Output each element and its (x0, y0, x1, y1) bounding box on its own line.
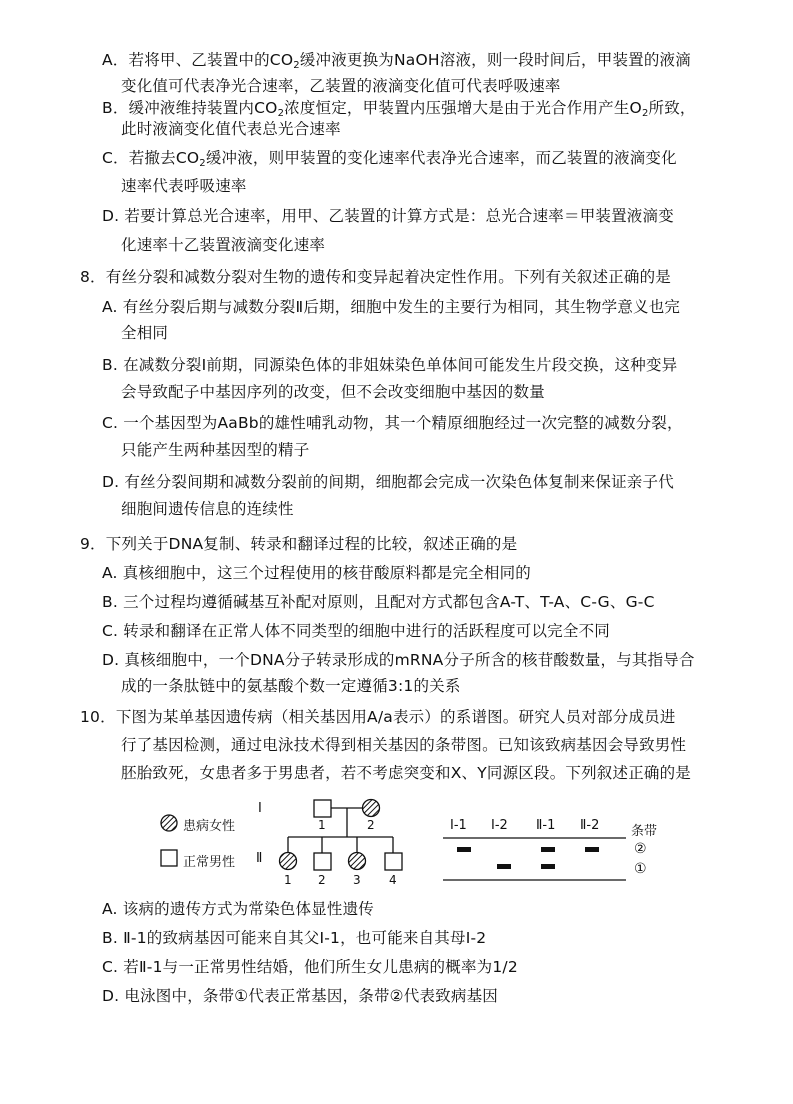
pedigree-ii3-number: 3 (353, 873, 361, 887)
pedigree-ii1-affected-female (280, 853, 297, 870)
generation-ii-label: Ⅱ (256, 851, 263, 866)
pedigree-ii3-affected-female (349, 853, 366, 870)
gel-band-ii2-band2 (585, 847, 599, 852)
gel-band-i1-band2 (457, 847, 471, 852)
q9-option-b: B. 三个过程均遵循碱基互补配对原则，且配对方式都包含A-T、T-A、C-G、G-C (102, 593, 655, 611)
q7-option-d-line2: 化速率十乙装置液滴变化速率 (121, 236, 326, 254)
gel-band1-label: ① (634, 861, 647, 877)
q10-stem-line1: 10．下图为某单基因遗传病（相关基因用A/a表示）的系谱图。研究人员对部分成员进 (80, 708, 676, 726)
q9-option-d-line1: D. 真核细胞中，一个DNA分子转录形成的mRNA分子所含的核苷酸数量，与其指导合 (102, 651, 695, 669)
q9-stem: 9．下列关于DNA复制、转录和翻译过程的比较，叙述正确的是 (80, 535, 518, 553)
q8-option-b-line2: 会导致配子中基因序列的改变，但不会改变细胞中基因的数量 (121, 383, 545, 401)
q7-option-b-line2: 此时液滴变化值代表总光合速率 (121, 120, 341, 138)
pedigree-ii4-male (385, 853, 402, 870)
q10-option-a: A. 该病的遗传方式为常染色体显性遗传 (102, 900, 374, 918)
gel-lane-i1: Ⅰ-1 (450, 818, 467, 833)
pedigree-i2-affected-female (363, 800, 380, 817)
gel-band-ii1-band1 (541, 864, 555, 869)
pedigree-ii2-number: 2 (318, 873, 326, 887)
q7-option-c-line1: C．若撤去$CO_2$缓冲液，则甲装置的变化速率代表净光合速率，而乙装置的液滴变化 (102, 149, 677, 169)
q8-option-c-line2: 只能产生两种基因型的精子 (121, 441, 310, 459)
q8-option-a-line1: A. 有丝分裂后期与减数分裂Ⅱ后期，细胞中发生的主要行为相同，其生物学意义也完 (102, 298, 681, 316)
gel-lane-ii1: Ⅱ-1 (536, 818, 556, 833)
legend-normal-male-label: 正常男性 (183, 855, 236, 870)
q7-option-a-line2: 变化值可代表净光合速率，乙装置的液滴变化值可代表呼吸速率 (121, 77, 561, 95)
gel-band-i2-band1 (497, 864, 511, 869)
q9-option-a: A. 真核细胞中，这三个过程使用的核苷酸原料都是完全相同的 (102, 564, 531, 582)
q9-option-d-line2: 成的一条肽链中的氨基酸个数一定遵循3:1的关系 (121, 677, 461, 695)
q10-option-d: D. 电泳图中，条带①代表正常基因，条带②代表致病基因 (102, 987, 498, 1005)
pedigree-ii2-male (314, 853, 331, 870)
legend-affected-female-symbol (161, 815, 177, 831)
q10-option-b: B. Ⅱ-1的致病基因可能来自其父Ⅰ-1，也可能来自其母Ⅰ-2 (102, 929, 487, 947)
gel-lane-i2: Ⅰ-2 (491, 818, 508, 833)
pedigree-ii4-number: 4 (389, 873, 397, 887)
legend-normal-male-symbol (161, 850, 177, 866)
gel-lane-ii2: Ⅱ-2 (580, 818, 600, 833)
gel-band2-label: ② (634, 841, 647, 857)
q8-option-a-line2: 全相同 (121, 324, 169, 342)
q8-option-c-line1: C. 一个基因型为AaBb的雄性哺乳动物，其一个精原细胞经过一次完整的减数分裂， (102, 414, 683, 432)
q8-option-b-line1: B. 在减数分裂Ⅰ前期，同源染色体的非姐妹染色单体间可能发生片段交换，这种变异 (102, 356, 678, 374)
pedigree-i1-male (314, 800, 331, 817)
q7-option-c-line2: 速率代表呼吸速率 (121, 177, 247, 195)
q7-option-d-line1: D. 若要计算总光合速率，用甲、乙装置的计算方式是：总光合速率＝甲装置液滴变 (102, 207, 674, 225)
q9-option-c: C. 转录和翻译在正常人体不同类型的细胞中进行的活跃程度可以完全不同 (102, 622, 610, 640)
q7-option-a-line1: A．若将甲、乙装置中的$CO_2$缓冲液更换为NaOH溶液，则一段时间后，甲装置的液滴 (102, 51, 691, 71)
q10-stem-line3: 胚胎致死，女患者多于男患者，若不考虑突变和X、Y同源区段。下列叙述正确的是 (121, 764, 691, 782)
pedigree-ii1-number: 1 (284, 873, 292, 887)
q10-stem-line2: 行了基因检测，通过电泳技术得到相关基因的条带图。已知该致病基因会导致男性 (121, 736, 687, 754)
pedigree-i1-number: 1 (318, 818, 326, 832)
generation-i-label: Ⅰ (258, 801, 262, 816)
q8-stem: 8．有丝分裂和减数分裂对生物的遗传和变异起着决定性作用。下列有关叙述正确的是 (80, 268, 671, 286)
q7-option-b-line1: B．缓冲液维持装置内$CO_2$浓度恒定，甲装置内压强增大是由于光合作用产生$O_2$所致， (102, 99, 696, 119)
gel-band-ii1-band2 (541, 847, 555, 852)
gel-band-title: 条带 (631, 824, 658, 839)
q8-option-d-line2: 细胞间遗传信息的连续性 (121, 500, 294, 518)
legend-affected-female-label: 患病女性 (183, 819, 236, 834)
q10-option-c: C. 若Ⅱ-1与一正常男性结婚，他们所生女儿患病的概率为1/2 (102, 958, 518, 976)
pedigree-i2-number: 2 (367, 818, 375, 832)
q8-option-d-line1: D. 有丝分裂间期和减数分裂前的间期，细胞都会完成一次染色体复制来保证亲子代 (102, 473, 674, 491)
